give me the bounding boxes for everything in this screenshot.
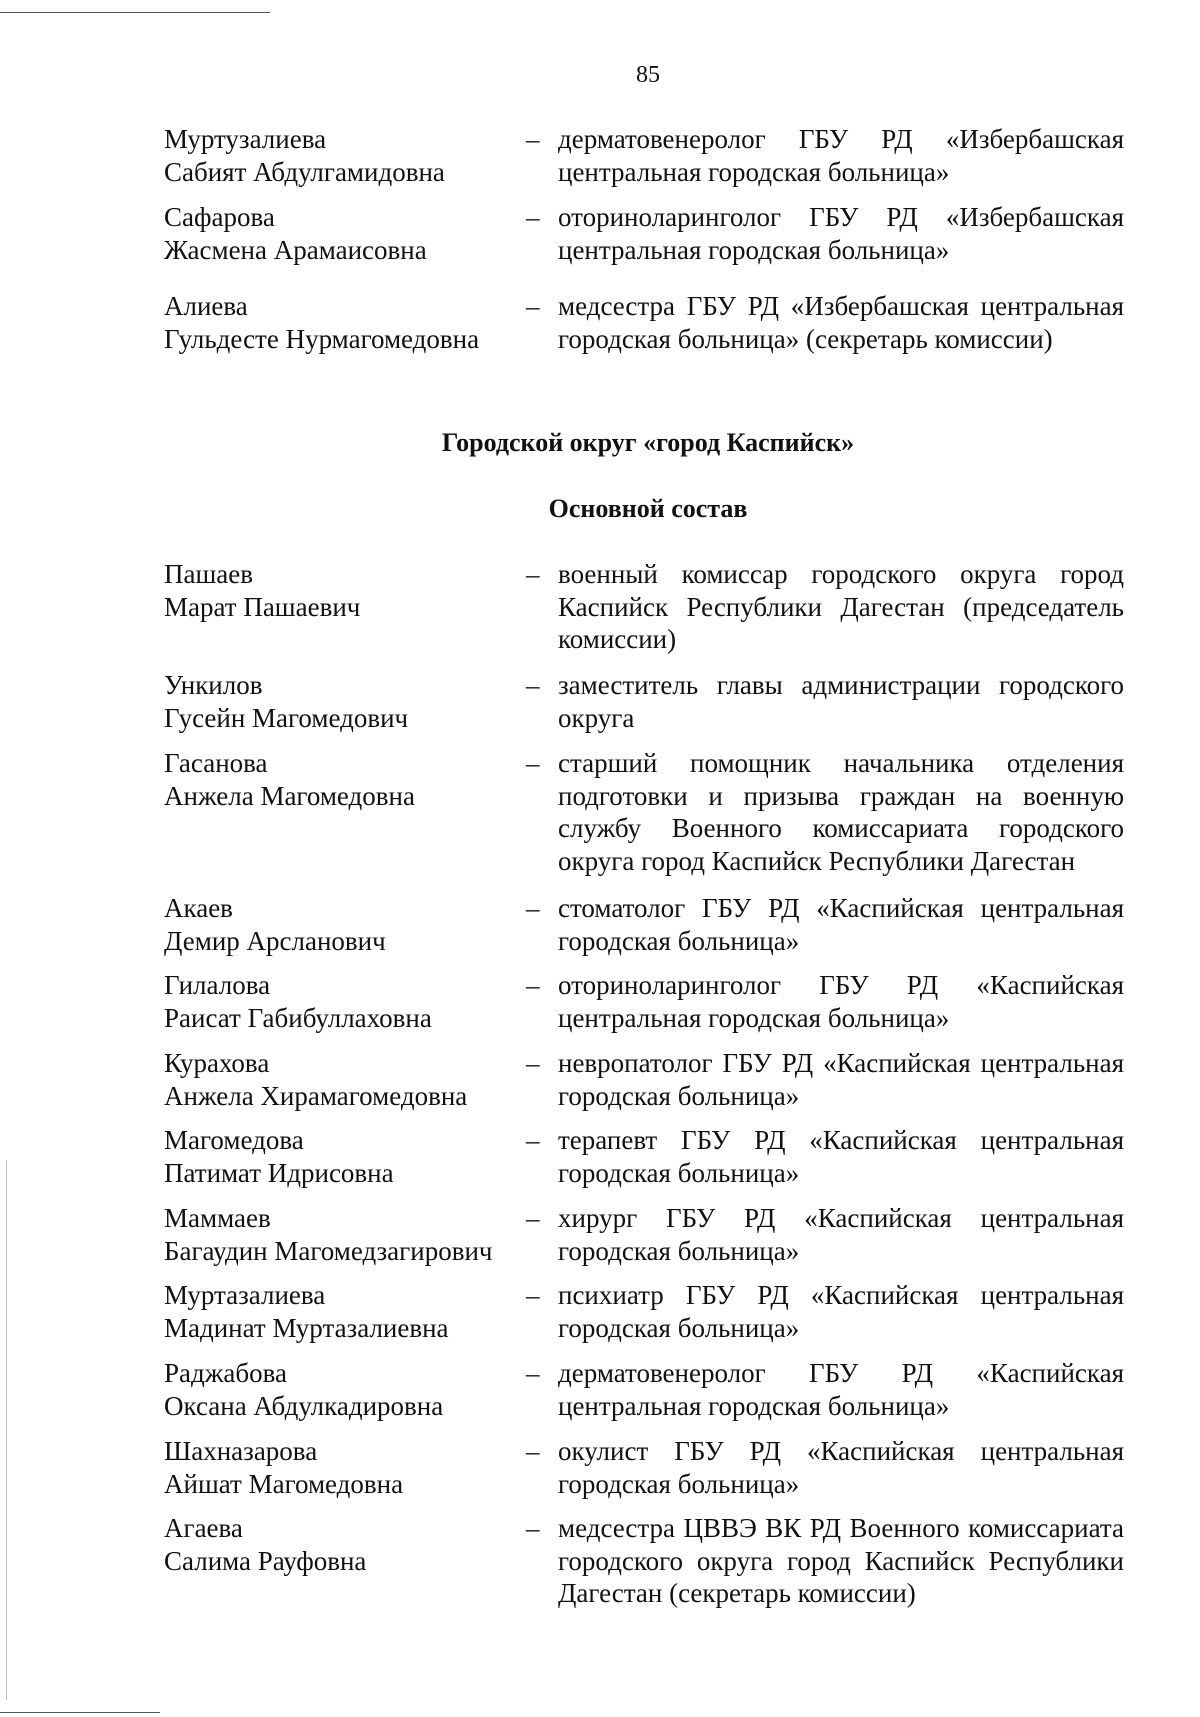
subsection-title: Основной состав (548, 494, 748, 523)
entry-dash: – (526, 1436, 540, 1466)
scan-border-left (6, 1160, 7, 1700)
entry-description: оториноларинголог ГБУ РД «Каспийская центральная городская больница» (558, 970, 1124, 1033)
entry-dash: – (526, 202, 540, 232)
entry-surname: Курахова (164, 1048, 270, 1078)
entry-gasanova (164, 747, 1124, 877)
entry-description: терапевт ГБУ РД «Каспийская центральная городская больница» (558, 1125, 1124, 1188)
entry-akaev (164, 892, 1124, 957)
entry-given-name: Демир Арсланович (164, 925, 386, 956)
entry-given-name: Мадинат Муртазалиевна (164, 1312, 449, 1343)
entry-dash: – (526, 1513, 540, 1543)
entry-shakhnazarova (164, 1435, 1124, 1500)
entry-given-name: Анжела Хирамагомедовна (164, 1080, 468, 1111)
entry-gilalova (164, 969, 1124, 1034)
entry-given-name: Оксана Абдулкадировна (164, 1390, 444, 1421)
entry-given-name: Айшат Магомедовна (164, 1468, 404, 1499)
entry-dash: – (526, 559, 540, 589)
entry-dash: – (526, 893, 540, 923)
entry-surname: Пашаев (164, 559, 253, 589)
entry-surname: Гасанова (164, 748, 268, 778)
entry-dash: – (526, 748, 540, 778)
entry-description: дерматовенеролог ГБУ РД «Избербашская центральная городская больница» (558, 124, 1124, 187)
entry-magomedova (164, 1124, 1124, 1189)
entry-given-name: Багаудин Магомедзагирович (164, 1235, 493, 1266)
entry-surname: Муртазалиева (164, 1280, 326, 1310)
entry-description: заместитель главы администрации городского округа (558, 670, 1124, 733)
entry-surname: Шахназарова (164, 1436, 318, 1466)
entry-given-name: Анжела Магомедовна (164, 780, 415, 811)
entry-alieva (164, 290, 1124, 355)
entry-description: медсестра ЦВВЭ ВК РД Военного комиссариата городского округа город Каспийск Республики Дагестан (секретарь комиссии) (558, 1513, 1124, 1608)
section-title: Городской округ «город Каспийск» (441, 428, 855, 457)
entry-safarova (164, 201, 1124, 266)
entry-pashaev (164, 558, 1124, 656)
page-number: 85 (636, 62, 660, 88)
entry-surname: Маммаев (164, 1203, 271, 1233)
entry-dash: – (526, 1125, 540, 1155)
entry-description: стоматолог ГБУ РД «Каспийская центральная городская больница» (558, 893, 1124, 956)
entry-murtuzalieva (164, 123, 1124, 188)
entry-surname: Алиева (164, 291, 248, 321)
entry-mammaev (164, 1202, 1124, 1267)
entry-dash: – (526, 124, 540, 154)
entry-description: оториноларинголог ГБУ РД «Избербашская центральная городская больница» (558, 202, 1124, 265)
entry-unkilov (164, 669, 1124, 734)
entry-description: хирург ГБУ РД «Каспийская центральная городская больница» (558, 1203, 1124, 1266)
entry-dash: – (526, 1203, 540, 1233)
entry-description: психиатр ГБУ РД «Каспийская центральная городская больница» (558, 1280, 1124, 1343)
entry-surname: Муртузалиева (164, 124, 327, 154)
entry-surname: Гилалова (164, 970, 271, 1000)
entry-murtazalieva (164, 1279, 1124, 1344)
entry-description: военный комиссар городского округа город Каспийск Республики Дагестан (председатель комиссии) (558, 559, 1124, 654)
entry-dash: – (526, 1358, 540, 1388)
entry-given-name: Раисат Габибуллаховна (164, 1002, 432, 1033)
entry-surname: Сафарова (164, 202, 275, 232)
entry-dash: – (526, 1048, 540, 1078)
entry-agaeva (164, 1512, 1124, 1610)
entry-given-name: Гусейн Магомедович (164, 702, 409, 733)
entry-given-name: Сабият Абдулгамидовна (164, 156, 445, 187)
entry-surname: Магомедова (164, 1125, 304, 1155)
entry-given-name: Жасмена Арамаисовна (164, 234, 427, 265)
entry-radzhabova (164, 1357, 1124, 1422)
scan-border-bottom (0, 1712, 160, 1713)
entry-dash: – (526, 291, 540, 321)
entry-given-name: Гульдесте Нурмагомедовна (164, 323, 480, 354)
entry-description: дерматовенеролог ГБУ РД «Каспийская центральная городская больница» (558, 1358, 1124, 1421)
entry-given-name: Салима Рауфовна (164, 1545, 367, 1576)
entry-description: медсестра ГБУ РД «Избербашская центральная городская больница» (секретарь комиссии) (558, 291, 1124, 354)
entry-given-name: Патимат Идрисовна (164, 1157, 394, 1188)
entry-given-name: Марат Пашаевич (164, 591, 361, 622)
entry-surname: Раджабова (164, 1358, 287, 1388)
entry-surname: Ункилов (164, 670, 263, 700)
entry-surname: Акаев (164, 893, 233, 923)
entry-description: невропатолог ГБУ РД «Каспийская центральная городская больница» (558, 1048, 1124, 1111)
entry-kurakhova (164, 1047, 1124, 1112)
entry-surname: Агаева (164, 1513, 243, 1543)
entry-dash: – (526, 970, 540, 1000)
entry-dash: – (526, 670, 540, 700)
entry-description: старший помощник начальника отделения подготовки и призыва граждан на военную службу Военного комиссариата городского округа город Каспийск Республики Дагестан (558, 748, 1124, 876)
scan-border-top (0, 12, 270, 13)
entry-dash: – (526, 1280, 540, 1310)
entry-description: окулист ГБУ РД «Каспийская центральная городская больница» (558, 1436, 1124, 1499)
